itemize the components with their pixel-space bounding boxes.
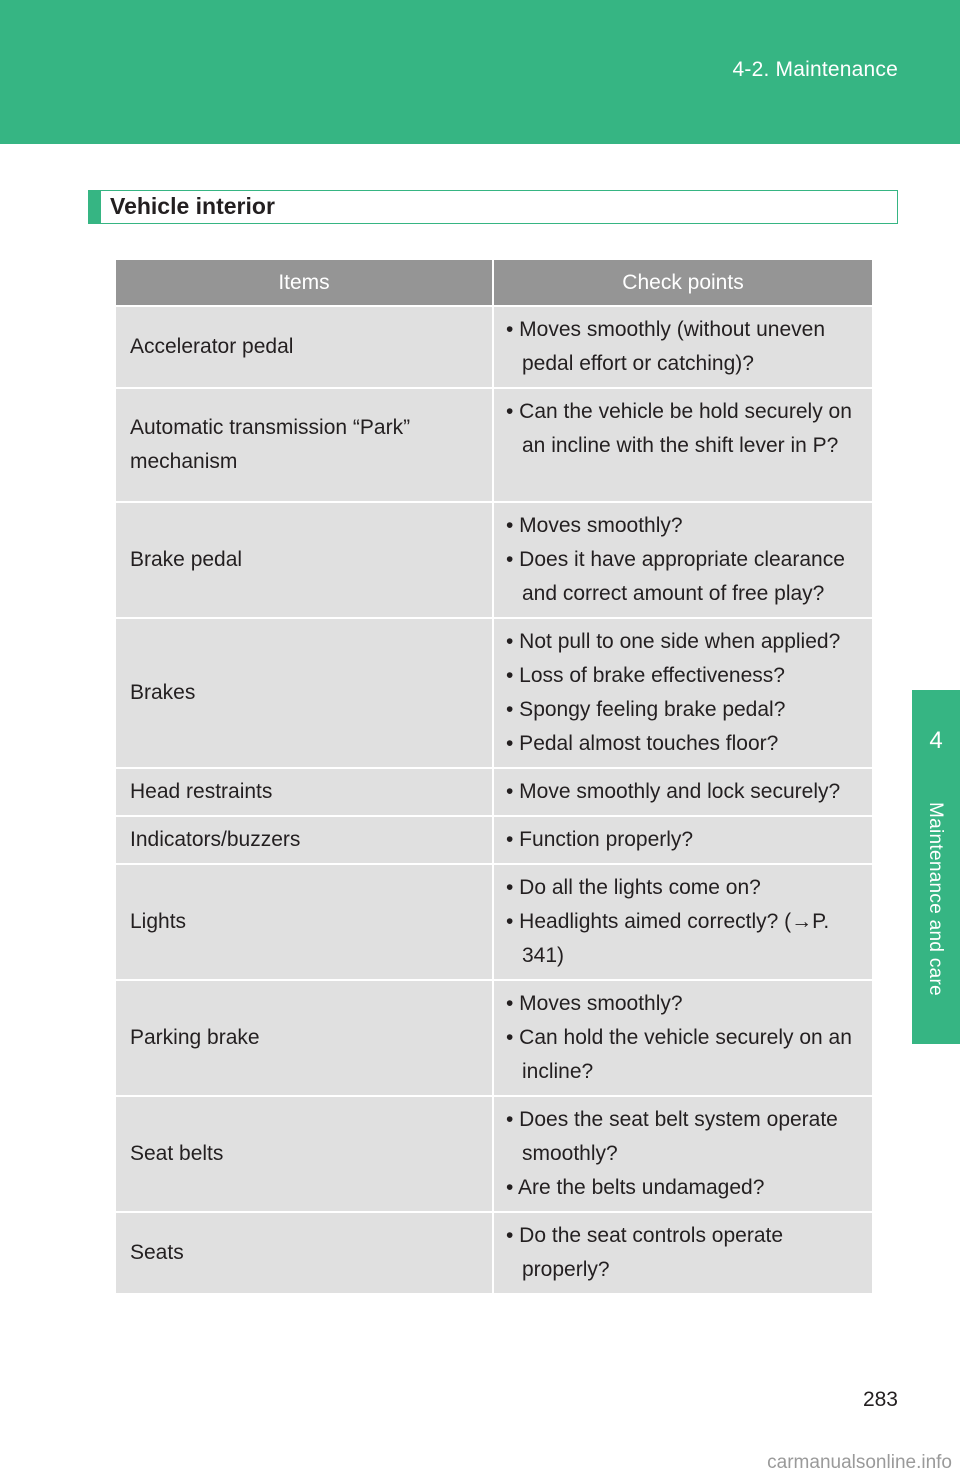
row-item: Seat belts [116, 1096, 493, 1212]
row-check-points [493, 980, 872, 1096]
table-row [116, 502, 872, 618]
check-point: • Moves smoothly (without uneven pedal effort or catching)? [506, 318, 825, 375]
check-point: • Not pull to one side when applied? [506, 630, 841, 653]
row-item: Lights [116, 864, 493, 980]
check-point: • Pedal almost touches floor? [506, 732, 779, 755]
page-number: 283 [862, 1388, 898, 1411]
row-check-points [493, 864, 872, 980]
row-check-points [493, 816, 872, 864]
header-band [0, 0, 960, 144]
check-point: • Can the vehicle be hold securely on an incline with the shift lever in P? [506, 400, 852, 457]
section-title: Vehicle interior [110, 193, 275, 219]
column-header-items: Items [116, 260, 493, 306]
table-row [116, 306, 872, 388]
check-point: • Moves smoothly? [506, 514, 683, 537]
check-point: • Loss of brake effectiveness? [506, 664, 785, 687]
table-row [116, 1212, 872, 1293]
watermark: carmanualsonline.info [767, 1452, 952, 1473]
check-point: • Are the belts undamaged? [506, 1176, 765, 1199]
table-row [116, 768, 872, 816]
heading-accent [89, 191, 101, 223]
chapter-tab-label: Maintenance and care [925, 802, 946, 997]
column-header-check-points: Check points [493, 260, 872, 306]
row-check-points [493, 502, 872, 618]
row-check-points [493, 388, 872, 502]
row-item: Accelerator pedal [116, 306, 493, 388]
check-point: • Do all the lights come on? [506, 876, 761, 899]
inspection-table [116, 260, 872, 1293]
check-point: • Do the seat controls operate properly? [506, 1224, 784, 1281]
table-row [116, 388, 872, 502]
check-point: • Spongy feeling brake pedal? [506, 698, 786, 721]
section-label: 4-2. Maintenance [732, 58, 898, 81]
table-row [116, 618, 872, 768]
row-item: Brakes [116, 618, 493, 768]
check-point: • Can hold the vehicle securely on an incline? [506, 1026, 852, 1083]
row-item: Indicators/buzzers [116, 816, 493, 864]
table-header-row [116, 260, 872, 306]
row-item: Automatic transmission “Park” mechanism [116, 388, 493, 502]
row-item: Seats [116, 1212, 493, 1293]
table-row [116, 1096, 872, 1212]
check-point: • Move smoothly and lock securely? [506, 780, 841, 803]
check-point: • Does it have appropriate clearance and correct amount of free play? [506, 548, 845, 605]
check-point: • Headlights aimed correctly? (→P. 341) [506, 910, 830, 967]
row-check-points [493, 1096, 872, 1212]
check-point: • Function properly? [506, 828, 694, 851]
table-row [116, 980, 872, 1096]
row-item: Brake pedal [116, 502, 493, 618]
check-point: • Does the seat belt system operate smoothly? [506, 1108, 838, 1165]
row-check-points [493, 1212, 872, 1293]
table-row [116, 864, 872, 980]
row-check-points [493, 306, 872, 388]
check-point: • Moves smoothly? [506, 992, 683, 1015]
row-check-points [493, 618, 872, 768]
chapter-tab [912, 792, 960, 1044]
row-check-points [493, 768, 872, 816]
chapter-tab-number: 4 [912, 690, 960, 792]
section-heading [88, 190, 898, 224]
row-item: Head restraints [116, 768, 493, 816]
row-item: Parking brake [116, 980, 493, 1096]
table-row [116, 816, 872, 864]
